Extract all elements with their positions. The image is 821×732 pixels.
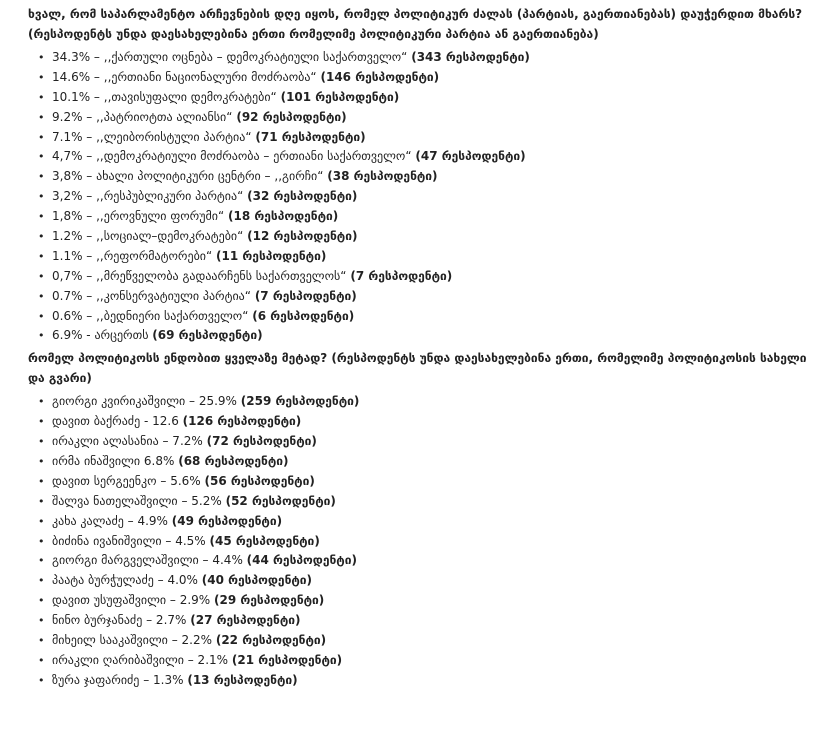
answer-text: ბიძინა ივანიშვილი – 4.5% (52, 533, 206, 548)
list-item (38, 571, 813, 591)
answer-text: ირაკლი ალასანია – 7.2% (52, 434, 203, 449)
list-item (38, 287, 813, 307)
answer-text: ირმა ინაშვილი 6.8% (52, 454, 175, 469)
respondent-count: (6 რესპოდენტი) (252, 308, 355, 323)
list-item (38, 48, 813, 68)
bullet-icon: • (38, 130, 45, 144)
respondent-count: (40 რესპოდენტი) (201, 573, 313, 588)
answer-text: 3,8% – ახალი პოლიტიკური ცენტრი – ,,გირჩი“ (52, 169, 324, 184)
bullet-icon: • (38, 249, 45, 263)
bullet-icon: • (38, 574, 45, 588)
bullet-icon: • (38, 594, 45, 608)
answer-text: 1.1% – ,,რეფორმატორები“ (52, 248, 213, 263)
list-item (38, 227, 813, 247)
bullet-icon: • (38, 230, 45, 244)
respondent-count: (56 რესპოდენტი) (204, 473, 315, 488)
respondent-count: (47 რესპოდენტი) (415, 149, 526, 164)
list-item (38, 207, 813, 227)
respondent-count: (72 რესპოდენტი) (206, 434, 317, 449)
answer-text: ირაკლი ღარიბაშვილი – 2.1% (52, 652, 229, 667)
answer-text: კახა კალაძე – 4.9% (52, 513, 168, 528)
respondent-count: (7 რესპოდენტი) (350, 268, 453, 283)
answers-list-2 (28, 392, 813, 690)
respondent-count: (22 რესპოდენტი) (215, 633, 327, 648)
list-item (38, 551, 813, 571)
bullet-icon: • (38, 110, 45, 124)
answer-text: დავით სერგეენკო – 5.6% (52, 473, 201, 488)
bullet-icon: • (38, 329, 45, 343)
list-item (38, 108, 813, 128)
respondent-count: (11 რესპოდენტი) (216, 248, 327, 263)
answer-text: ნინო ბურჯანაძე – 2.7% (52, 613, 187, 628)
answer-text: 4,7% – ,,დემოკრატიული მოძრაობა – ერთიანი საქართველო“ (52, 149, 412, 164)
list-item (38, 492, 813, 512)
bullet-icon: • (38, 210, 45, 224)
answer-text: 1,8% – ,,ეროვნული ფორუმი“ (52, 209, 225, 224)
bullet-icon: • (38, 150, 45, 164)
answer-text: 10.1% – ,,თავისუფალი დემოკრატები“ (52, 89, 277, 104)
list-item (38, 247, 813, 267)
answer-text: გიორგი მარგველაშვილი – 4.4% (52, 553, 243, 568)
list-item (38, 326, 813, 346)
answer-text: 0,7% – ,,მრეწველობა გადაარჩენს საქართველოს“ (52, 268, 347, 283)
respondent-count: (71 რესპოდენტი) (255, 129, 366, 144)
bullet-icon: • (38, 70, 45, 84)
bullet-icon: • (38, 554, 45, 568)
list-item (38, 651, 813, 671)
list-item (38, 88, 813, 108)
bullet-icon: • (38, 435, 45, 449)
list-item (38, 167, 813, 187)
answer-text: 0.7% – ,,კონსერვატიული პარტია“ (52, 288, 251, 303)
answer-text: ზურა ჯაფარიძე – 1.3% (52, 672, 184, 687)
list-item (38, 611, 813, 631)
list-item (38, 187, 813, 207)
bullet-icon: • (38, 190, 45, 204)
bullet-icon: • (38, 514, 45, 528)
bullet-icon: • (38, 170, 45, 184)
list-item (38, 267, 813, 287)
list-item (38, 472, 813, 492)
respondent-count: (126 რესპოდენტი) (182, 414, 302, 429)
respondent-count: (32 რესპოდენტი) (247, 189, 358, 204)
respondent-count: (18 რესპოდენტი) (228, 209, 339, 224)
answer-text: 1.2% – ,,სოციალ–დემოკრატები“ (52, 229, 244, 244)
list-item (38, 512, 813, 532)
bullet-icon: • (38, 395, 45, 409)
answer-text: შალვა ნათელაშვილი – 5.2% (52, 493, 222, 508)
respondent-count: (49 რესპოდენტი) (171, 513, 283, 528)
bullet-icon: • (38, 653, 45, 667)
bullet-icon: • (38, 289, 45, 303)
respondent-count: (146 რესპოდენტი) (320, 69, 440, 84)
respondent-count: (69 რესპოდენტი) (152, 328, 263, 343)
list-item (38, 128, 813, 148)
list-item (38, 392, 813, 412)
answer-text: პაატა ბურჭულაძე – 4.0% (52, 573, 198, 588)
answers-list-1 (28, 48, 813, 346)
respondent-count: (7 რესპოდენტი) (254, 288, 357, 303)
answer-text: 9.2% – ,,პატრიოტთა ალიანსი“ (52, 109, 233, 124)
question-2: რომელ პოლიტიკოსს ენდობით ყველაზე მეტად? (რესპოდენტს უნდა დაესახელებინა ერთი, რომელიმე პოლიტიკოსის სახელი და გვარი) (28, 351, 807, 386)
bullet-icon: • (38, 614, 45, 628)
respondent-count: (343 რესპოდენტი) (411, 50, 530, 64)
answer-text: 34.3% – ,,ქართული ოცნება – დემოკრატიული საქართველო“ (52, 50, 408, 64)
respondent-count: (45 რესპოდენტი) (209, 533, 320, 548)
respondent-count: (29 რესპოდენტი) (214, 593, 325, 608)
respondent-count: (27 რესპოდენტი) (190, 613, 301, 628)
answer-text: დავით ბაქრაძე - 12.6 (52, 414, 179, 429)
list-item (38, 532, 813, 552)
answer-text: 7.1% – ,,ლეიბორისტული პარტია“ (52, 129, 252, 144)
answer-text: 3,2% – ,,რესპუბლიკური პარტია“ (52, 189, 244, 204)
list-item (38, 307, 813, 327)
answer-text: 6.9% - არცერთს (52, 328, 149, 343)
respondent-count: (52 რესპოდენტი) (225, 493, 336, 508)
respondent-count: (68 რესპოდენტი) (178, 454, 289, 469)
respondent-count: (13 რესპოდენტი) (187, 672, 298, 687)
respondent-count: (101 რესპოდენტი) (280, 89, 400, 104)
respondent-count: (38 რესპოდენტი) (327, 169, 438, 184)
respondent-count: (12 რესპოდენტი) (247, 229, 358, 244)
bullet-icon: • (38, 269, 45, 283)
list-item (38, 591, 813, 611)
list-item (38, 432, 813, 452)
answer-text: გიორგი კვირიკაშვილი – 25.9% (52, 394, 237, 409)
bullet-icon: • (38, 51, 45, 64)
answer-text: 0.6% – ,,ბედნიერი საქართველო“ (52, 308, 249, 323)
list-item (38, 412, 813, 432)
list-item (38, 68, 813, 88)
respondent-count: (259 რესპოდენტი) (240, 394, 360, 409)
respondent-count: (92 რესპოდენტი) (236, 109, 347, 124)
list-item (38, 147, 813, 167)
answer-text: დავით უსუფაშვილი – 2.9% (52, 593, 211, 608)
bullet-icon: • (38, 309, 45, 323)
answer-text: მიხეილ სააკაშვილი – 2.2% (52, 633, 212, 648)
list-item (38, 631, 813, 651)
answer-text: 14.6% – ,,ერთიანი ნაციონალური მოძრაობა“ (52, 69, 317, 84)
bullet-icon: • (38, 415, 45, 429)
respondent-count: (21 რესპოდენტი) (231, 652, 343, 667)
question-1: ხვალ, რომ საპარლამენტო არჩევნების დღე იყოს, რომელ პოლიტიკურ ძალას (პარტიას, გაერთიანებას) დაუჭერდით მხარს? (რესპოდენტს უნდა დაესახელებინა ერთი რომელიმე პოლიტიკური პარტია ან გაერთიანება) (28, 7, 803, 41)
bullet-icon: • (38, 494, 45, 508)
bullet-icon: • (38, 673, 45, 687)
bullet-icon: • (38, 455, 45, 469)
respondent-count: (44 რესპოდენტი) (246, 553, 357, 568)
bullet-icon: • (38, 474, 45, 488)
list-item (38, 452, 813, 472)
list-item (38, 671, 813, 691)
bullet-icon: • (38, 634, 45, 648)
bullet-icon: • (38, 90, 45, 104)
bullet-icon: • (38, 534, 45, 548)
